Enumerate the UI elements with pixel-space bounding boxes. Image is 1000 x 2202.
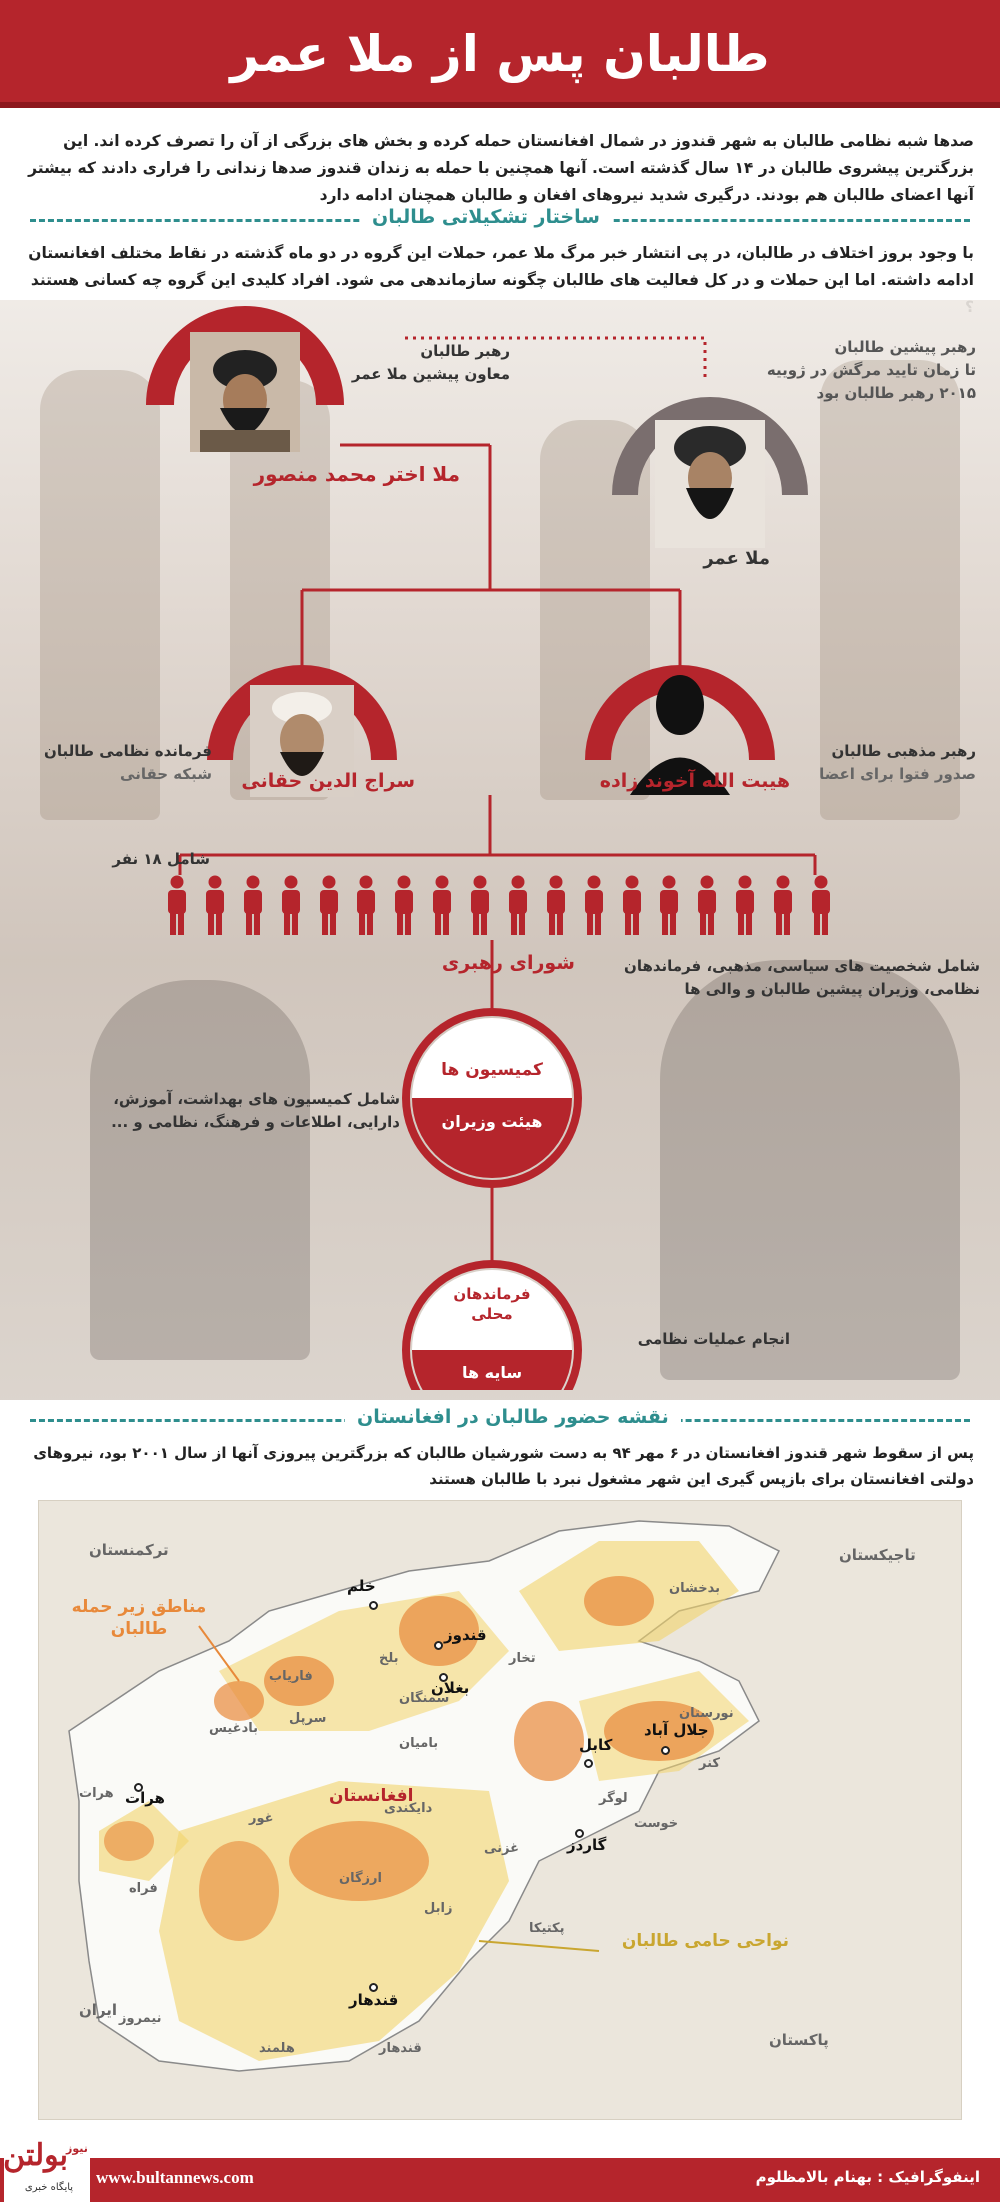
council-member-icon (808, 875, 834, 937)
province-label: نیمروز (119, 2011, 162, 2026)
council-member-icon (694, 875, 720, 937)
province-label: فاریاب (269, 1669, 313, 1684)
council-members (164, 875, 834, 945)
map-intro: پس از سقوط شهر قندوز افغانستان در ۶ مهر ۹۴ به دست شورشیان طالبان که بزرگترین پیروزی آنها از سال ۲۰۰۱ بود، نیروهای دولتی افغانستان برای بازپس گیری این شهر مشغول نبرد با طالبان هستند (33, 1444, 974, 1488)
council-member-icon (543, 875, 569, 937)
footer-url: www.bultannews.com (96, 2168, 254, 2187)
council-member-icon (353, 875, 379, 937)
page-title: طالبان پس از ملا عمر (230, 25, 770, 83)
council-member-icon (732, 875, 758, 937)
council-member-icon (656, 875, 682, 937)
org-chart (0, 300, 1000, 1390)
province-label: غور (249, 1811, 274, 1826)
province-label: دایکندی (384, 1801, 433, 1816)
map-shapes (39, 1501, 963, 2121)
city-label: قندوز (444, 1626, 487, 1644)
province-label: بادغیس (209, 1721, 258, 1736)
haqqani-name: سراج الدین حقانی (241, 770, 415, 792)
cabinet-label: هیئت وزیران (441, 1112, 543, 1131)
city-marker (369, 1601, 378, 1610)
province-label: لوگر (599, 1791, 628, 1806)
attack-zone (199, 1841, 279, 1941)
brand-tagline: پایگاه خبری (24, 2182, 74, 2193)
council-count: شامل ۱۸ نفر (112, 850, 210, 868)
city-label: قندهار (349, 1991, 399, 2009)
mansour-portrait (190, 332, 300, 452)
council-member-icon (278, 875, 304, 937)
council-member-icon (581, 875, 607, 937)
council-member-icon (391, 875, 417, 937)
attack-zone (514, 1701, 584, 1781)
intro-paragraph: صدها شبه نظامی طالبان به شهر قندوز در شمال افغانستان حمله کرده و بخش های بزرگی از آن را تصرف کرده اند. این بزرگترین پیشروی طالبان در ۱۴ سال گذشته است. آنها همچنین با حمله به زندان قندوز صدها زندانی را فراری دادند که بیشتر آنها اعضای طالبان هم بودند. درگیری شدید نیروهای افغان و طالبان همچنان ادامه دارد (28, 132, 974, 204)
province-label: پکتیکا (529, 1921, 565, 1936)
akhundzada-name: هیبت الله آخوند زاده (599, 770, 790, 792)
council-member-icon (505, 875, 531, 937)
province-label: خوست (634, 1816, 679, 1831)
province-label: فراه (129, 1881, 158, 1896)
province-label: زابل (424, 1901, 453, 1916)
council-member-icon (164, 875, 190, 937)
local-description: انجام عملیات نظامی (637, 1330, 790, 1348)
council-member-icon (467, 875, 493, 937)
province-label: هرات (79, 1786, 114, 1801)
council-member-icon (240, 875, 266, 937)
map-section-title: نقشه حضور طالبان در افغانستان (345, 1406, 681, 1428)
city-marker (584, 1759, 593, 1768)
council-description: شامل شخصیت های سیاسی، مذهبی، فرماندهان نظامی، وزیران پیشین طالبان و والی ها (624, 957, 980, 998)
province-label: هلمند (259, 2041, 295, 2056)
country-turkmenistan: ترکمنستان (89, 1541, 169, 1559)
city-label: خلم (347, 1577, 376, 1595)
council-member-icon (619, 875, 645, 937)
legend-support-zones: نواحی حامی طالبان (621, 1931, 789, 1951)
city-label: بغلان (431, 1679, 470, 1697)
structure-section-title: ساختار تشکیلاتی طالبان (360, 206, 612, 228)
province-label: بامیان (399, 1736, 439, 1751)
akhundzada-role: رهبر مذهبی طالبان صدور فتوا برای اعضا (819, 742, 976, 783)
council-member-icon (316, 875, 342, 937)
council-member-icon (202, 875, 228, 937)
country-pakistan: پاکستان (769, 2031, 829, 2049)
province-label: بلخ (379, 1651, 399, 1666)
council-member-icon (429, 875, 455, 937)
footer (0, 2158, 1000, 2202)
header-banner (0, 0, 1000, 108)
omar-name: ملا عمر (703, 548, 770, 569)
shadows-label: سایه ها (461, 1363, 523, 1382)
province-label: غزنی (484, 1841, 520, 1856)
brand-suffix: نیوز (66, 2142, 88, 2155)
province-label: کنر (699, 1756, 720, 1771)
mansour-role: رهبر طالبان معاون پیشین ملا عمر (351, 342, 510, 383)
structure-intro: با وجود بروز اختلاف در طالبان، در پی انتشار خبر مرگ ملا عمر، حملات این گروه در دو ماه گذشته در نقاط مختلف افغانستان ادامه داشته. اما این حملات و در کل فعالیت های طالبان چگونه سازماندهی می شود. افراد کلیدی این گروه چه کسانی هستند (28, 244, 974, 289)
city-marker (434, 1641, 443, 1650)
brand-name: بولتن (3, 2138, 68, 2173)
city-label: کابل (579, 1736, 613, 1754)
attack-zone (289, 1821, 429, 1901)
province-label: نورستان (679, 1706, 734, 1721)
attack-zone (214, 1681, 264, 1721)
province-label: ارزگان (339, 1871, 382, 1886)
city-label: جلال آباد (644, 1721, 709, 1739)
city-marker (661, 1746, 670, 1755)
city-label: گاردز (567, 1836, 607, 1854)
city-label: هرات (125, 1789, 165, 1807)
legend-attack-zones: مناطق زیر حمله طالبان (71, 1597, 207, 1639)
country-afghanistan: افغانستان (329, 1786, 414, 1806)
province-label: تخار (509, 1651, 536, 1666)
brand-logo (4, 2138, 90, 2202)
province-label: سرپل (289, 1711, 327, 1726)
local-commanders-label: فرماندهان محلی (453, 1285, 531, 1323)
mansour-name: ملا اختر محمد منصور (253, 462, 460, 486)
province-label: سمنگان (399, 1691, 450, 1706)
legend-pointer (479, 1941, 599, 1951)
map (38, 1500, 962, 2120)
haqqani-role: فرمانده نظامی طالبان شبکه حقانی (44, 742, 212, 783)
council-title: شورای رهبری (441, 952, 575, 974)
province-label: بدخشان (669, 1581, 720, 1596)
omar-role: رهبر پیشین طالبان تا زمان تایید مرگش در ژوییه ۲۰۱۵ رهبر طالبان بود (766, 338, 976, 402)
footer-credit: اینفوگرافیک : بهنام بالامظلوم (755, 2168, 980, 2186)
attack-zone (104, 1821, 154, 1861)
commissions-description: شامل کمیسیون های بهداشت، آموزش، دارایی، اطلاعات و فرهنگ، نظامی و ... (111, 1090, 400, 1131)
province-label: قندهار (379, 2041, 422, 2056)
commissions-label: کمیسیون ها (441, 1060, 543, 1080)
country-tajikistan: تاجیکستان (839, 1546, 916, 1564)
attack-zone (584, 1576, 654, 1626)
omar-portrait (655, 420, 765, 548)
council-member-icon (770, 875, 796, 937)
country-iran: ایران (79, 2001, 118, 2019)
